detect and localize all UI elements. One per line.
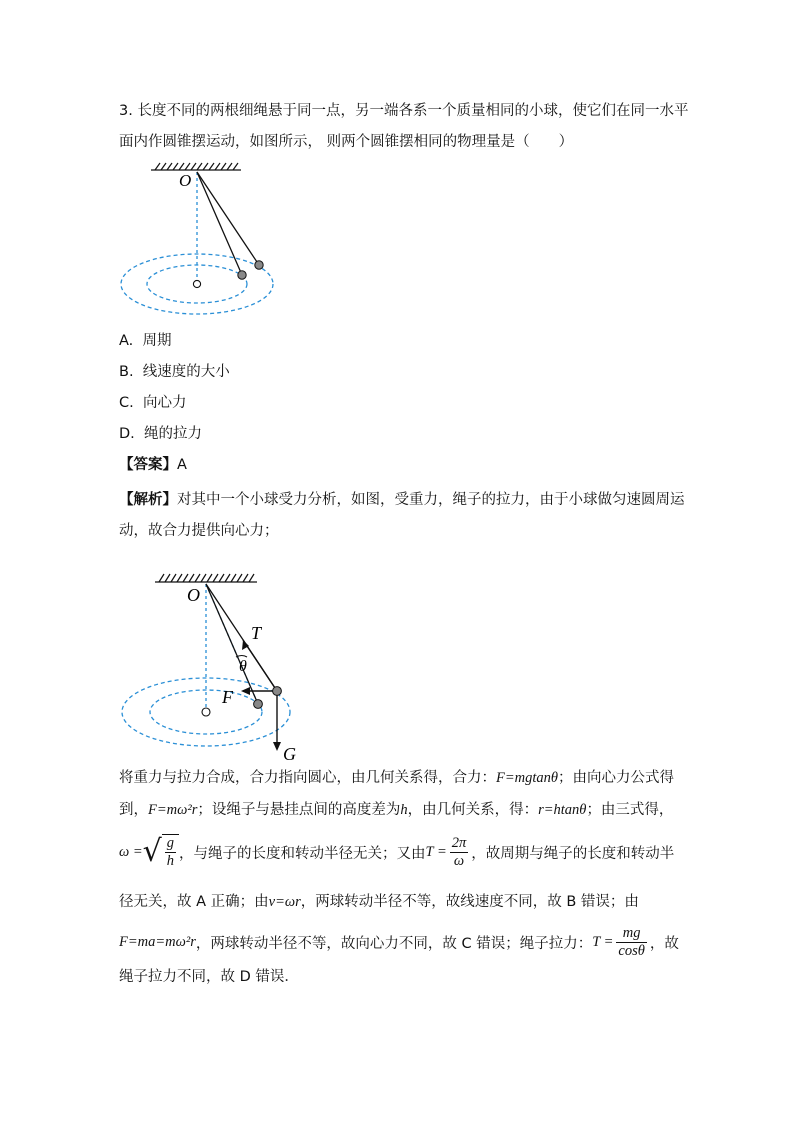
ceiling-support bbox=[151, 163, 241, 170]
frac-h: h bbox=[166, 853, 175, 869]
formula-net-force: F=mgtanθ bbox=[496, 770, 559, 786]
solution-line-6: 绳子拉力不同，故 D 错误． bbox=[119, 969, 299, 985]
option-d[interactable] bbox=[119, 424, 202, 444]
option-a[interactable] bbox=[119, 331, 172, 351]
solution-text: 将重力与拉力合成，合力指向圆心，由几何关系得，合力： bbox=[119, 770, 496, 786]
solution-line-5 bbox=[119, 922, 679, 962]
solution-text: ，两球转动半径不等，故线速度不同，故 B 错误；由 bbox=[300, 894, 639, 910]
label-theta: θ bbox=[239, 658, 247, 675]
gravity-arrowhead bbox=[273, 742, 281, 751]
label-o: O bbox=[187, 585, 200, 605]
frac-2pi-omega bbox=[450, 835, 469, 870]
frac-mg: mg bbox=[616, 925, 646, 943]
option-d-letter: D. bbox=[119, 426, 135, 442]
tension-label: T = bbox=[592, 933, 614, 950]
short-string bbox=[197, 172, 242, 275]
option-b[interactable] bbox=[119, 362, 230, 382]
option-c-text: 向心力 bbox=[142, 395, 187, 411]
ball-inner bbox=[254, 700, 263, 709]
label-t: T bbox=[251, 623, 262, 643]
option-c[interactable] bbox=[119, 393, 186, 413]
analysis-text-1: 对其中一个小球受力分析，如图，受重力，绳子的拉力，由于小球做匀速圆周运 bbox=[177, 492, 685, 508]
question-line-1 bbox=[119, 101, 688, 121]
formula-force: F=ma=mω²r bbox=[119, 933, 196, 950]
center-point bbox=[193, 280, 200, 287]
frac-g: g bbox=[166, 835, 175, 851]
solution-line-2 bbox=[119, 800, 673, 820]
solution-text: ，两球转动半径不等，故向心力不同，故 C 错误；绳子拉力： bbox=[195, 935, 593, 952]
option-a-text: 周期 bbox=[142, 333, 172, 349]
label-g: G bbox=[283, 744, 296, 764]
question-line-2: 面内作圆锥摆运动，如图所示， 则两个圆锥摆相同的物理量是（ ） bbox=[119, 134, 574, 150]
short-string bbox=[206, 584, 258, 704]
tension-arrow bbox=[243, 640, 277, 691]
formula-velocity: v=ωr bbox=[268, 894, 301, 910]
solution-text: ，由几何关系，得： bbox=[407, 802, 539, 818]
ceiling-support bbox=[155, 574, 257, 582]
solution-text: 径无关，故 A 正确；由 bbox=[119, 894, 269, 910]
solution-text: ，故周期与绳子的长度和转动半 bbox=[471, 845, 675, 862]
option-a-letter: A. bbox=[119, 333, 134, 349]
figure-force-analysis bbox=[115, 570, 305, 770]
answer-line bbox=[119, 455, 187, 475]
ball-inner bbox=[238, 271, 246, 279]
solution-line-1 bbox=[119, 768, 674, 788]
angle-arc bbox=[236, 656, 247, 658]
formula-radius: r=htanθ bbox=[538, 802, 587, 818]
net-force-arrowhead bbox=[241, 687, 250, 695]
solution-text: ；由三式得， bbox=[586, 802, 674, 818]
question-number: 3. bbox=[119, 103, 133, 119]
label-f: F bbox=[222, 687, 233, 707]
omega-label: ω = bbox=[119, 843, 143, 860]
frac-2pi: 2π bbox=[451, 834, 467, 851]
solution-text: 到， bbox=[119, 802, 148, 818]
analysis-line-2: 动，故合力提供向心力； bbox=[119, 523, 279, 539]
long-string bbox=[197, 172, 259, 265]
solution-text: ；设绳子与悬挂点间的高度差为 bbox=[197, 802, 401, 818]
analysis-tag: 【解析】 bbox=[119, 492, 177, 508]
frac-cos: cosθ bbox=[618, 942, 645, 959]
period-label: T = bbox=[425, 843, 447, 860]
analysis-line-1 bbox=[119, 490, 685, 510]
ball-outer bbox=[255, 261, 263, 269]
figure-conical-pendulums bbox=[115, 160, 285, 320]
solution-text: ，与绳子的长度和转动半径无关；又由 bbox=[179, 845, 426, 862]
question-text-1: 长度不同的两根细绳悬于同一点，另一端各系一个质量相同的小球，使它们在同一水平 bbox=[137, 103, 689, 119]
option-b-letter: B. bbox=[119, 364, 134, 380]
answer-tag: 【答案】 bbox=[119, 457, 177, 473]
option-b-text: 线速度的大小 bbox=[142, 364, 230, 380]
label-o: O bbox=[179, 171, 192, 190]
answer-value: A bbox=[177, 457, 187, 473]
frac-mg-cos bbox=[616, 925, 646, 960]
symbol-h: h bbox=[400, 802, 408, 818]
sqrt-g-over-h: √ $\frac{g}{h}$ bbox=[143, 834, 179, 870]
solution-line-4 bbox=[119, 892, 639, 912]
center-point bbox=[202, 708, 210, 716]
frac-omega: ω bbox=[453, 852, 465, 869]
solution-text: ；由向心力公式得 bbox=[558, 770, 675, 786]
option-c-letter: C. bbox=[119, 395, 134, 411]
ball-outer bbox=[273, 687, 282, 696]
solution-line-3 bbox=[119, 832, 674, 872]
option-d-text: 绳的拉力 bbox=[144, 426, 202, 442]
solution-text: ，故 bbox=[649, 935, 679, 952]
formula-centripetal: F=mω²r bbox=[148, 802, 198, 818]
